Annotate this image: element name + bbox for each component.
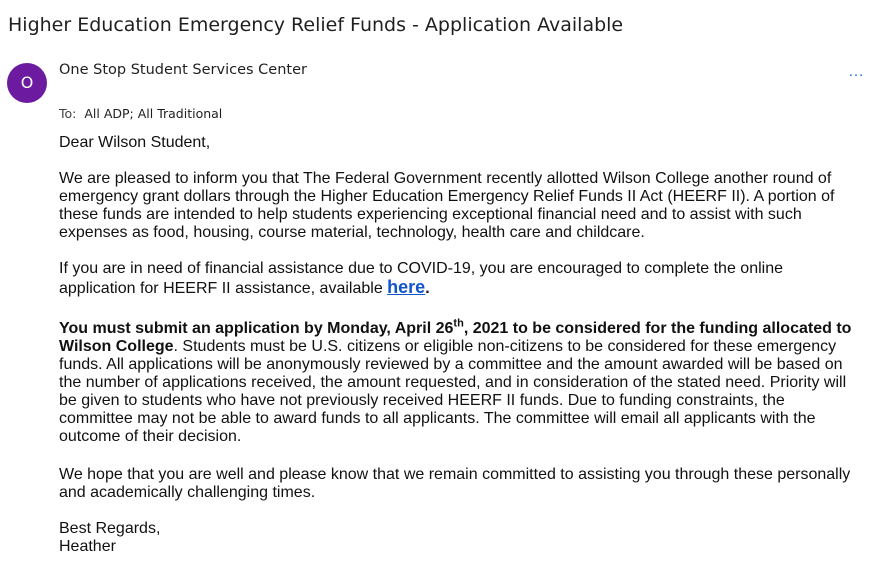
- sender-avatar[interactable]: O: [7, 63, 47, 103]
- paragraph-2-lead: If you are in need of financial assistance due to COVID-19, you are encouraged to complete the online application for HEERF II assistance, available: [59, 260, 783, 297]
- to-label: To:: [59, 106, 77, 121]
- recipients-line: [59, 106, 222, 121]
- paragraph-1-text: We are pleased to inform you that The Federal Government recently allotted Wilson College another round of emergency grant dollars through the Higher Education Emergency Relief Funds II Act (HEERF II). A portion of these funds are intended to help students experiencing exceptional financial need and to assist with such expenses as food, housing, course material, technology, health care and childcare.: [59, 170, 835, 241]
- to-recipients[interactable]: All ADP; All Traditional: [84, 106, 223, 121]
- email-greeting: [59, 134, 859, 152]
- deadline-superscript: th: [453, 317, 464, 330]
- paragraph-4-text: We hope that you are well and please know that we remain committed to assisting you through these personally and academically challenging times.: [59, 466, 851, 501]
- deadline-text-part2: , 2021 to be considered for the funding allocated to Wilson College: [59, 320, 852, 355]
- paragraph-2-end: .: [425, 280, 430, 297]
- paragraph-3-text: [59, 317, 859, 446]
- email-paragraph-3: [59, 317, 859, 446]
- application-link[interactable]: here: [387, 277, 426, 297]
- signature-text: Heather: [59, 538, 116, 555]
- greeting-text: Dear Wilson Student,: [59, 134, 211, 151]
- email-paragraph-2: [59, 260, 859, 298]
- email-paragraph-1: [59, 170, 859, 242]
- email-subject: Higher Education Emergency Relief Funds - Application Available: [8, 14, 624, 36]
- paragraph-3-rest: . Students must be U.S. citizens or eligible non-citizens to be considered for these emergency funds. All applications will be anonymously reviewed by a committee and the amount awarded will be based on the number of applications received, the amount requested, and in consideration of the stated need. Priority will be given to students who have not previously received HEERF II funds. Due to funding constraints, the committee may not be able to award funds to all applicants. The committee will email all applicants with the outcome of their decision.: [59, 338, 847, 445]
- email-closing: [59, 520, 859, 556]
- sender-name[interactable]: One Stop Student Services Center: [59, 62, 307, 78]
- more-actions-icon[interactable]: …: [848, 63, 864, 80]
- paragraph-2-text: [59, 260, 859, 298]
- deadline-text-part1: You must submit an application by Monday, April 26: [59, 320, 454, 337]
- email-paragraph-4: [59, 466, 859, 502]
- closing-text: Best Regards,: [59, 520, 161, 537]
